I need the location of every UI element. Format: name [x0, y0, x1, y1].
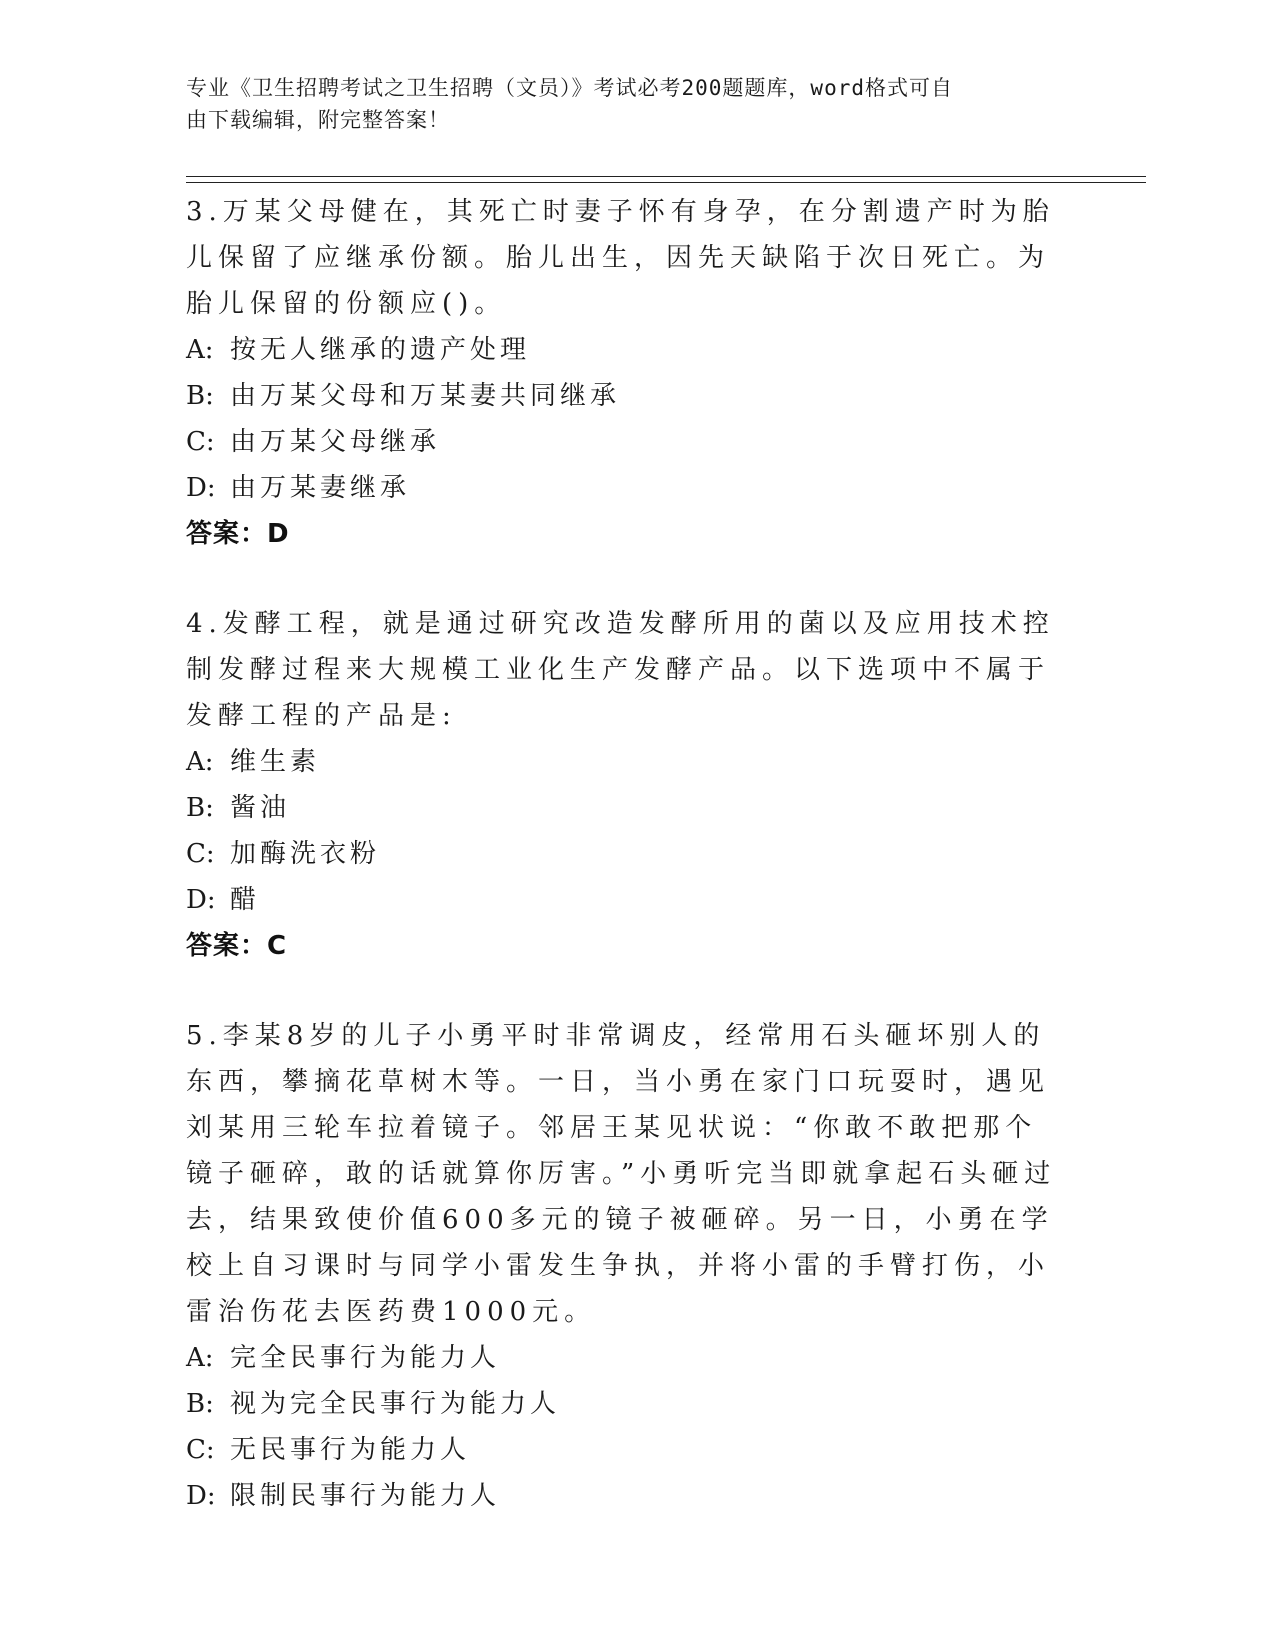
option-letter: A: [186, 747, 214, 777]
option-c [186, 419, 1066, 465]
option-letter: D: [186, 473, 216, 503]
option-d [186, 877, 1066, 923]
document-header [186, 72, 1066, 136]
option-a [186, 739, 1066, 785]
option-text: 由万某父母继承 [230, 427, 441, 457]
option-letter: B: [186, 793, 214, 823]
question-3 [186, 189, 1066, 557]
option-letter: A: [186, 335, 214, 365]
option-d [186, 1473, 1066, 1519]
question-text: 4.发酵工程，就是通过研究改造发酵所用的菌以及应用技术控制发酵过程来大规模工业化生产发酵产品。以下选项中不属于发酵工程的产品是: [186, 609, 1055, 731]
option-text: 无民事行为能力人 [230, 1435, 471, 1465]
answer-label: 答案：C [186, 931, 288, 961]
option-letter: D: [186, 885, 216, 915]
option-letter: C: [186, 1435, 215, 1465]
option-text: 视为完全民事行为能力人 [230, 1389, 561, 1419]
option-a [186, 327, 1066, 373]
question-spacer [186, 557, 1066, 601]
question-text: 3.万某父母健在，其死亡时妻子怀有身孕，在分割遗产时为胎儿保留了应继承份额。胎儿出生，因先天缺陷于次日死亡。为胎儿保留的份额应()。 [186, 197, 1055, 319]
option-text: 维生素 [230, 747, 321, 777]
option-b [186, 1381, 1066, 1427]
question-text: 5.李某8岁的儿子小勇平时非常调皮，经常用石头砸坏别人的东西，攀摘花草树木等。一日，当小勇在家门口玩耍时，遇见刘某用三轮车拉着镜子。邻居王某见状说：“你敢不敢把那个镜子砸碎，敢的话就算你厉害。”小勇听完当即就拿起石头砸过去，结果致使价值600多元的镜子被砸碎。另一日，小勇在学校上自习课时与同学小雷发生争执，并将小雷的手臂打伤，小雷治伤花去医药费1000元。 [186, 1021, 1057, 1327]
header-line-1: 专业《卫生招聘考试之卫生招聘（文员）》考试必考200题题库，word格式可自 [186, 76, 953, 100]
option-letter: B: [186, 381, 214, 411]
question-spacer [186, 969, 1066, 1013]
option-letter: B: [186, 1389, 214, 1419]
option-b [186, 785, 1066, 831]
option-text: 限制民事行为能力人 [230, 1481, 501, 1511]
question-list [186, 189, 1066, 1519]
option-text: 由万某父母和万某妻共同继承 [230, 381, 621, 411]
option-letter: D: [186, 1481, 216, 1511]
option-letter: A: [186, 1343, 214, 1373]
option-b [186, 373, 1066, 419]
question-5 [186, 1013, 1066, 1519]
option-text: 完全民事行为能力人 [230, 1343, 501, 1373]
option-c [186, 831, 1066, 877]
option-c [186, 1427, 1066, 1473]
question-4 [186, 601, 1066, 969]
answer-label: 答案：D [186, 519, 290, 549]
header-rule-bottom [186, 182, 1146, 183]
option-text: 醋 [230, 885, 261, 915]
option-a [186, 1335, 1066, 1381]
option-letter: C: [186, 839, 215, 869]
option-text: 由万某妻继承 [230, 473, 411, 503]
option-d [186, 465, 1066, 511]
header-line-2: 由下载编辑，附完整答案！ [186, 108, 450, 132]
option-letter: C: [186, 427, 215, 457]
option-text: 酱油 [230, 793, 291, 823]
option-text: 按无人继承的遗产处理 [230, 335, 531, 365]
option-text: 加酶洗衣粉 [230, 839, 381, 869]
header-rule-top [186, 176, 1146, 177]
